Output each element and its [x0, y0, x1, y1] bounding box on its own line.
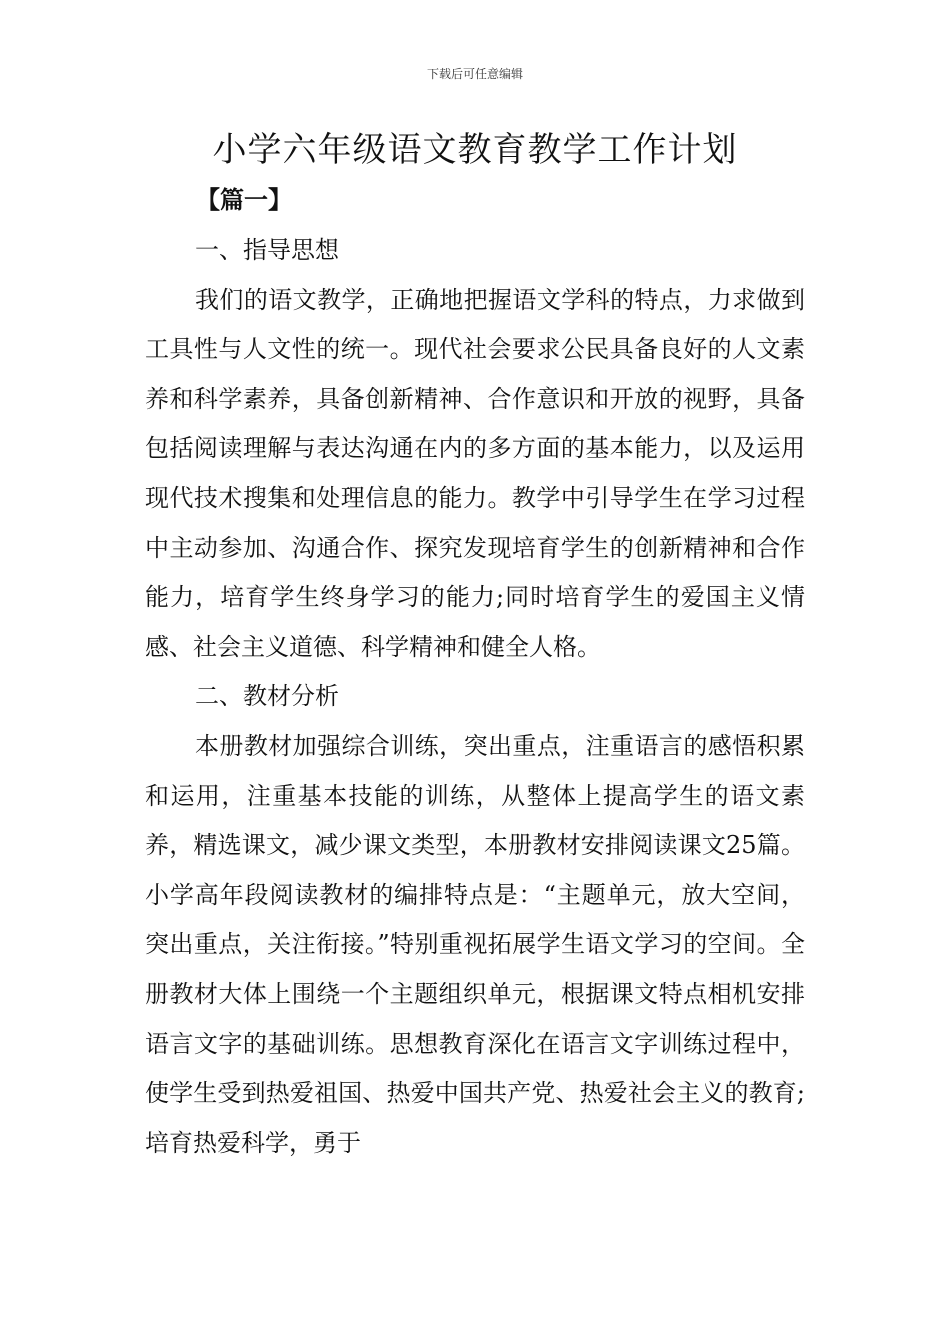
section-marker: 【篇一】	[196, 185, 292, 214]
header-note: 下载后可任意编辑	[426, 67, 523, 81]
document-title: 小学六年级语文教育教学工作计划	[212, 130, 738, 170]
paragraph-guiding-thought: 我们的语文教学，正确地把握语文学科的特点，力求做到工具性与人文性的统一。现代社会要求公民具备良好的人文素养和科学素养，具备创新精神、合作意识和开放的视野，具备包括阅读理解与表达沟通在内的多方面的基本能力，以及运用现代技术搜集和处理信息的能力。教学中引导学生在学习过程中主动参加、沟通合作、探究发现培育学生的创新精神和合作能力，培育学生终身学习的能力;同时培育学生的爱国主义情感、社会主义道德、科学精神和健全人格。	[145, 285, 805, 661]
section-heading-guiding-thought: 一、指导思想	[195, 236, 339, 264]
paragraph-textbook-analysis: 本册教材加强综合训练，突出重点，注重语言的感悟积累和运用，注重基本技能的训练，从整体上提高学生的语文素养，精选课文，减少课文类型，本册教材安排阅读课文25篇。小学高年段阅读教材的编排特点是：“主题单元，放大空间，突出重点，关注衔接。”特别重视拓展学生语文学习的空间。全册教材大体上围绕一个主题组织单元，根据课文特点相机安排语言文字的基础训练。思想教育深化在语言文字训练过程中，使学生受到热爱祖国、热爱中国共产党、热爱社会主义的教育;培育热爱科学，勇于	[145, 731, 805, 1157]
document-body	[145, 226, 805, 1168]
section-heading-textbook-analysis: 二、教材分析	[195, 682, 339, 711]
